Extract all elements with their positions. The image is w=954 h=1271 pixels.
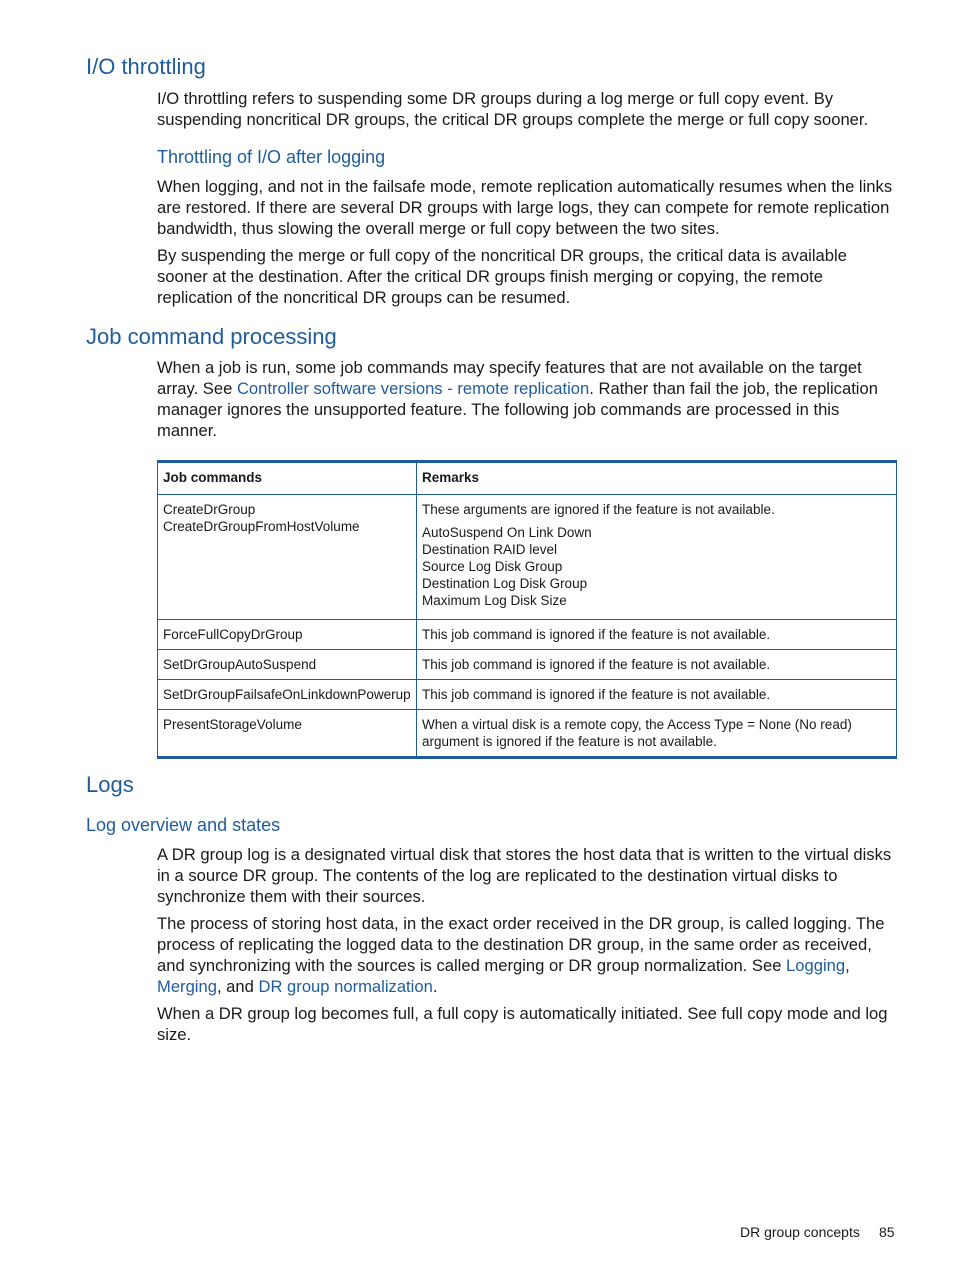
controller-software-versions-link[interactable]: Controller software versions - remote replication [236,379,590,398]
dr-group-normalization-link[interactable]: DR group normalization [258,977,433,996]
table-row [158,650,897,680]
job-command-text-end: . Rather than fail the job, the replication manager ignores the unsupported feature. The following job commands are processed in this manner. [157,379,878,440]
job-command: PresentStorageVolume [158,710,417,758]
header-remarks: Remarks [417,462,897,495]
table-header-row [158,462,897,495]
separator-text: , [845,956,850,975]
job-command: CreateDrGroup [163,502,256,517]
remark-text: This job command is ignored if the feature is not available. [417,620,897,650]
heading-log-overview: Log overview and states [86,815,281,835]
remark-text: These arguments are ignored if the feature is not available. [422,502,775,517]
job-command-text-start: When a job is run, some job commands may specify features that are not available on the target array. See [157,358,862,398]
ignored-argument: Destination Log Disk Group [422,576,588,591]
heading-job-command-processing: Job command processing [86,324,337,349]
remark-text: When a virtual disk is a remote copy, the Access Type = None (No read) argument is ignored if the feature is not available. [417,710,897,758]
job-command: SetDrGroupAutoSuspend [158,650,417,680]
remark-text: This job command is ignored if the feature is not available. [417,680,897,710]
table-row [158,495,897,620]
heading-io-throttling: I/O throttling [86,54,206,79]
job-command-paragraph [157,357,899,441]
job-command: SetDrGroupFailsafeOnLinkdownPowerup [158,680,417,710]
table-row [158,710,897,758]
header-job-commands: Job commands [158,462,417,495]
logs-paragraph-1: A DR group log is a designated virtual disk that stores the host data that is written to the virtual disks in a source DR group. The contents of the log are replicated to the destination virtual disks to synchronize them with their sources. [157,845,892,906]
table-row [158,620,897,650]
logs-paragraph-3: When a DR group log becomes full, a full copy is automatically initiated. See full copy mode and log size. [157,1004,888,1044]
logging-link[interactable]: Logging [786,956,846,975]
remark-text: This job command is ignored if the feature is not available. [417,650,897,680]
table-row [158,680,897,710]
throttling-paragraph-2: By suspending the merge or full copy of the noncritical DR groups, the critical data is available sooner at the destination. After the critical DR groups finish merging or copying, the remote replication of the noncritical DR groups can be resumed. [157,246,847,307]
ignored-argument: Maximum Log Disk Size [422,593,567,608]
heading-logs: Logs [86,772,134,797]
job-command: ForceFullCopyDrGroup [158,620,417,650]
ignored-argument: AutoSuspend On Link Down [422,525,592,540]
page-number: 85 [879,1224,895,1240]
remark-cell [417,495,897,620]
throttling-paragraph-1: When logging, and not in the failsafe mode, remote replication automatically resumes when the links are restored. If there are several DR groups with large logs, they can compete for remote replication bandwidth, thus slowing the overall merge or full copy between the two sites. [157,177,893,238]
ignored-argument: Destination RAID level [422,542,558,557]
heading-throttling-after-logging: Throttling of I/O after logging [157,147,386,167]
ignored-argument: Source Log Disk Group [422,559,563,574]
logs-text-end: . [432,977,438,996]
merging-link[interactable]: Merging [157,977,217,996]
job-command-cell [158,495,417,620]
job-commands-table [157,460,897,759]
logs-text-start: The process of storing host data, in the exact order received in the DR group, is called logging. The process of replicating the logged data to the destination DR group, in the same order as received, and synchronizing with the sources is called merging or DR group normalization. See [157,914,885,975]
job-command: CreateDrGroupFromHostVolume [163,519,360,534]
separator-text: , and [216,977,259,996]
logs-paragraph-2 [157,913,899,997]
io-throttling-intro: I/O throttling refers to suspending some DR groups during a log merge or full copy event. By suspending noncritical DR groups, the critical DR groups complete the merge or full copy sooner. [157,89,869,129]
footer-section-name: DR group concepts [740,1224,860,1240]
